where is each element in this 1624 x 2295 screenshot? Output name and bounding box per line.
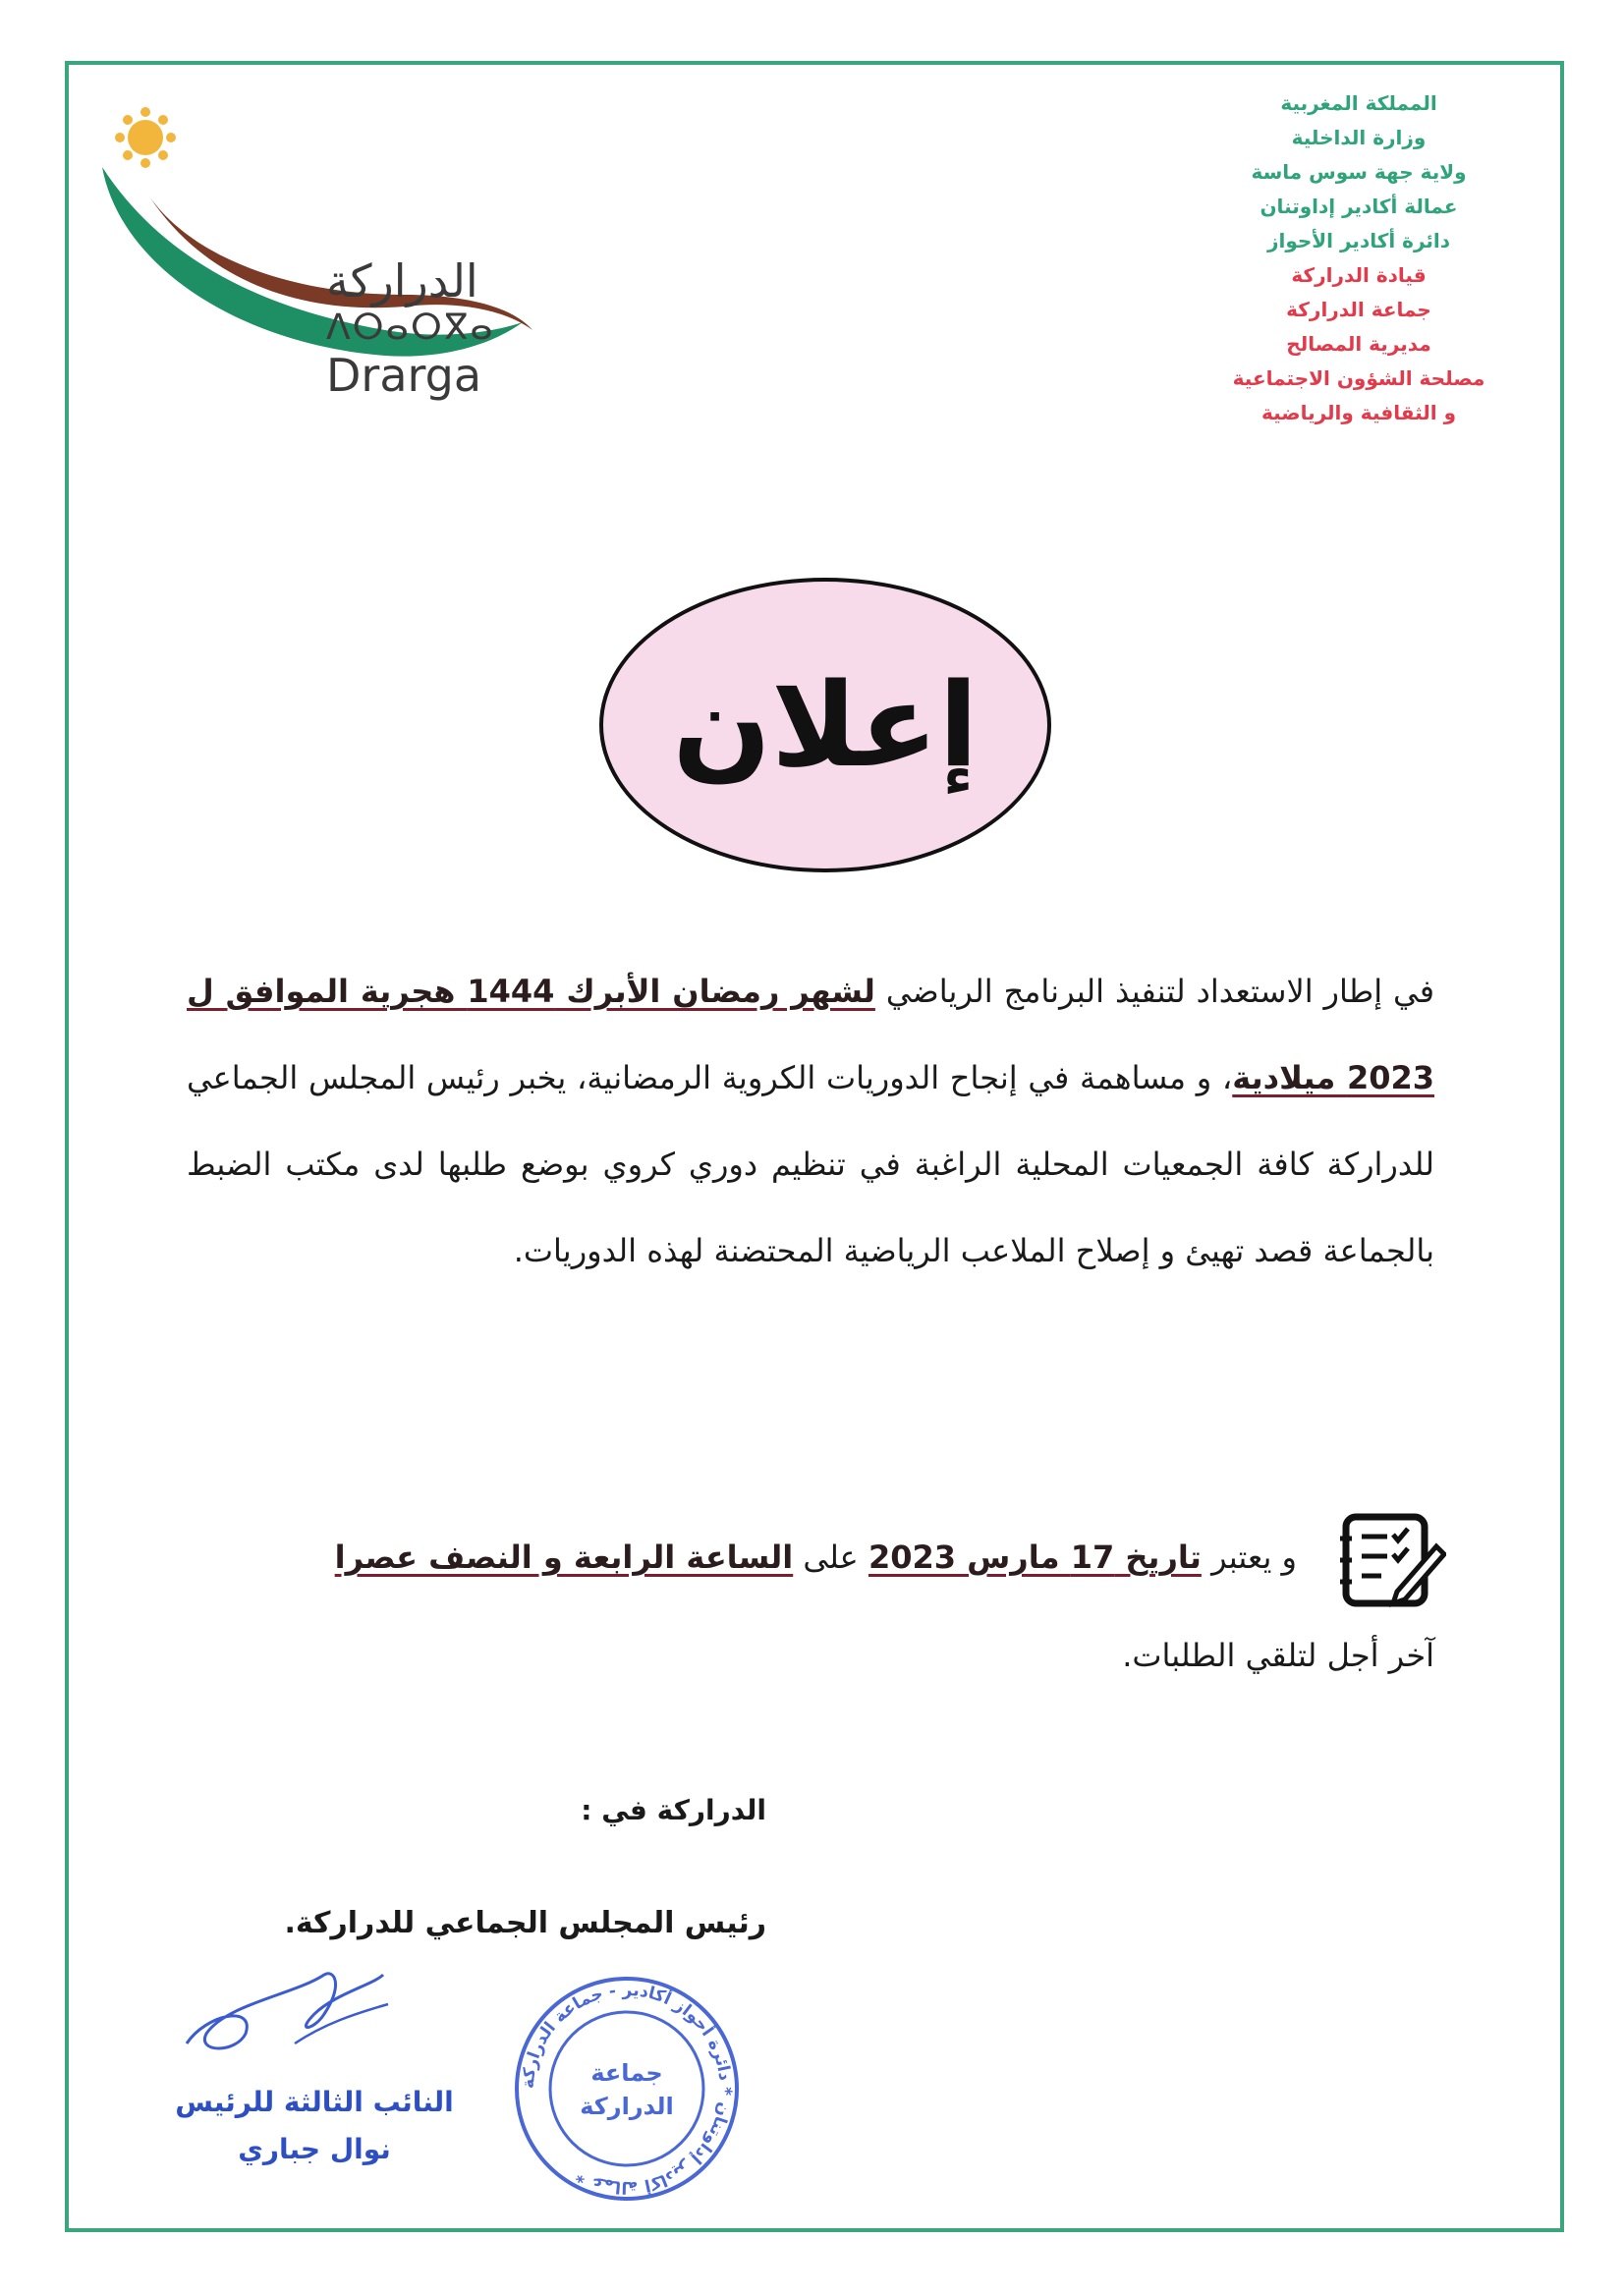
handwritten-signature (177, 1955, 393, 2063)
body-text: ، و مساهمة في إنجاح الدوريات الكروية الرمضانية، يخبر رئيس المجلس الجماعي للدراركة كافة الجمعيات المحلية الراغبة في تنظيم دوري كروي بوضع طلبها لدى مكتب الضبط بالجماعة قصد تهيئ و إصلاح الملاعب الرياضية المحتضنة لهذه الدوريات. (187, 1059, 1434, 1269)
header-line: مديرية المصالح (1286, 332, 1431, 356)
administrative-header (1192, 86, 1526, 430)
stamp-inner-line1: جماعة (590, 2059, 663, 2087)
header-line: عمالة أكادير إداوتنان (1260, 195, 1458, 218)
logo-tifinagh-text: ⴷⵔⴰⵔⴳⴰ (326, 308, 495, 348)
signatory-title: رئيس المجلس الجماعي للدراركة. (284, 1906, 766, 1940)
deadline-date: تاريخ 17 مارس 2023 (868, 1539, 1202, 1576)
official-stamp (509, 1971, 745, 2207)
checklist-icon (1338, 1511, 1446, 1609)
header-line: المملكة المغربية (1280, 91, 1437, 115)
stamp-ring-text: عمالة أكادير إداوتنان * دائرة أحواز أكادير - جماعة الدراركة * (518, 1980, 736, 2198)
deputy-signature-block (157, 2079, 472, 2173)
header-line: ولاية جهة سوس ماسة (1251, 160, 1467, 184)
deadline-text: على (793, 1539, 868, 1576)
deadline-line-1 (187, 1513, 1297, 1601)
stamp-inner-line2: الدراركة (580, 2093, 674, 2120)
deadline-line-2: آخر أجل لتلقي الطلبات. (1122, 1637, 1434, 1674)
header-line: دائرة أكادير الأحواز (1266, 229, 1451, 252)
announcement-title: إعلان (672, 657, 979, 793)
signature-place: الدراركة في : (581, 1794, 766, 1826)
body-text: في إطار الاستعداد لتنفيذ البرنامج الرياضي (874, 973, 1435, 1010)
drarga-logo (90, 98, 542, 402)
deadline-text: و يعتبر (1201, 1539, 1297, 1576)
deputy-name: نوال جباري (238, 2133, 391, 2165)
header-line: جماعة الدراركة (1286, 298, 1431, 321)
body-highlight-date: لشهر رمضان الأبرك 1444 هجرية الموافق ل 2023 ميلادية (187, 973, 1435, 1096)
header-line: و الثقافية والرياضية (1260, 401, 1457, 424)
logo-latin-text: Drarga (326, 349, 482, 402)
header-line: وزارة الداخلية (1291, 126, 1427, 149)
announcement-body (187, 948, 1434, 1294)
header-line: قيادة الدراركة (1291, 263, 1427, 287)
header-line: مصلحة الشؤون الاجتماعية (1232, 366, 1485, 390)
deadline-time: الساعة الرابعة و النصف عصرا (334, 1539, 794, 1576)
logo-arabic-text: الدراركة (326, 254, 478, 308)
deputy-role: النائب الثالثة للرئيس (175, 2086, 454, 2118)
announcement-title-ellipse (599, 578, 1051, 872)
